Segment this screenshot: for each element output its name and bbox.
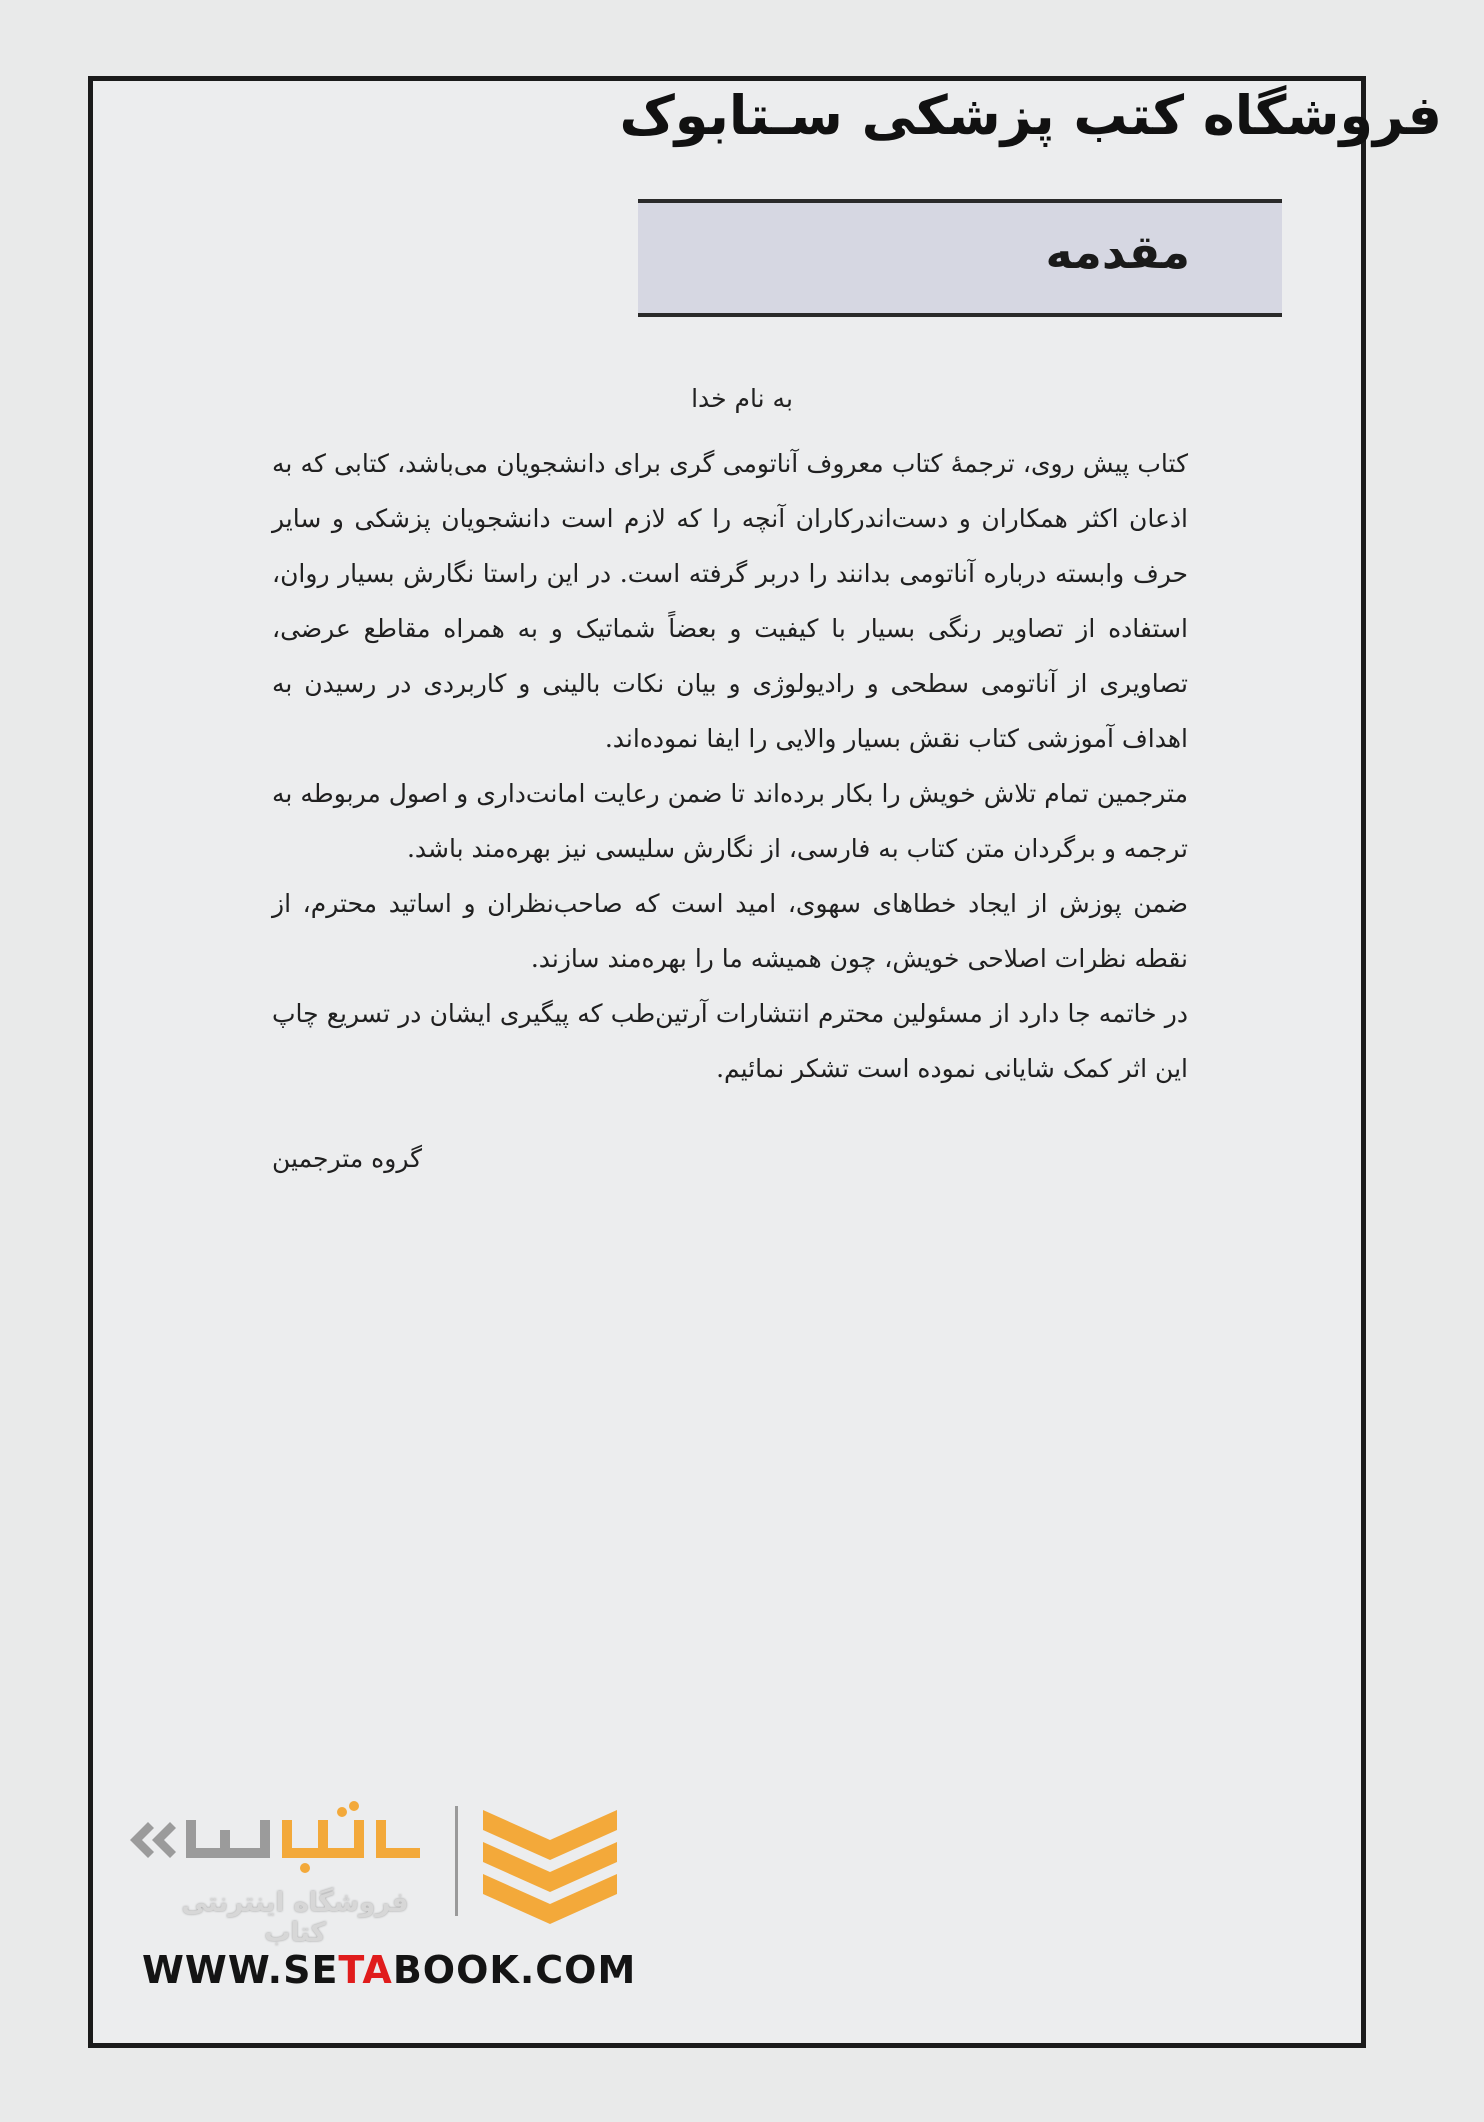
- paragraph: مترجمین تمام تلاش خویش را بکار برده‌اند تا ضمن رعایت امانت‌داری و اصول مربوطه به ترجمه و برگردان متن کتاب به فارسی، از نگارش سلیسی نیز بهره‌مند باشد.: [272, 779, 1188, 863]
- section-title: مقدمه: [1045, 225, 1190, 279]
- url-accent: TA: [338, 1948, 393, 1992]
- paragraph: در خاتمه جا دارد از مسئولین محترم انتشارات آرتین‌طب که پیگیری ایشان در تسریع چاپ این اثر کمک شایانی نموده است تشکر نمائیم.: [272, 999, 1188, 1083]
- url-suffix: BOOK.COM: [392, 1948, 637, 1992]
- logo-tagline: فروشگاه اینترنتی کتاب: [181, 1888, 409, 1948]
- paragraph: ضمن پوزش از ایجاد خطاهای سهوی، امید است که صاحب‌نظران و اساتید محترم، از نقطه نظرات اصلاحی خویش، چون همیشه ما را بهره‌مند سازند.: [272, 889, 1188, 973]
- store-title: فروشگاه کتب پزشکی سـتابوک: [619, 84, 1442, 147]
- invocation: به نام خدا: [691, 384, 793, 413]
- logo-divider: [455, 1806, 458, 1916]
- setabook-wordmark-logo: [120, 1800, 440, 1880]
- website-url: [142, 1948, 636, 1992]
- section-heading-box: [638, 199, 1282, 317]
- paragraph: کتاب پیش روی، ترجمهٔ کتاب معروف آناتومی گری برای دانشجویان می‌باشد، کتابی که به اذعان اکثر همکاران و دست‌اندرکاران آنچه را که لازم است دانشجویان پزشکی و سایر حرف وابسته درباره آناتومی بدانند را دربر گرفته است. در این راستا نگارش بسیار روان، استفاده از تصاویر رنگی بسیار با کیفیت و بعضاً شماتیک و به همراه مقاطع عرضی، تصاویری از آناتومی سطحی و رادیولوژی و بیان نکات بالینی و کاربردی در رسیدن به اهداف آموزشی کتاب نقش بسیار والایی را ایفا نموده‌اند.: [272, 449, 1188, 753]
- signature: گروه مترجمین: [272, 1144, 423, 1173]
- body-text: [272, 436, 1188, 1096]
- book-chevron-emblem: [475, 1800, 625, 1930]
- url-prefix: WWW.SE: [142, 1948, 339, 1992]
